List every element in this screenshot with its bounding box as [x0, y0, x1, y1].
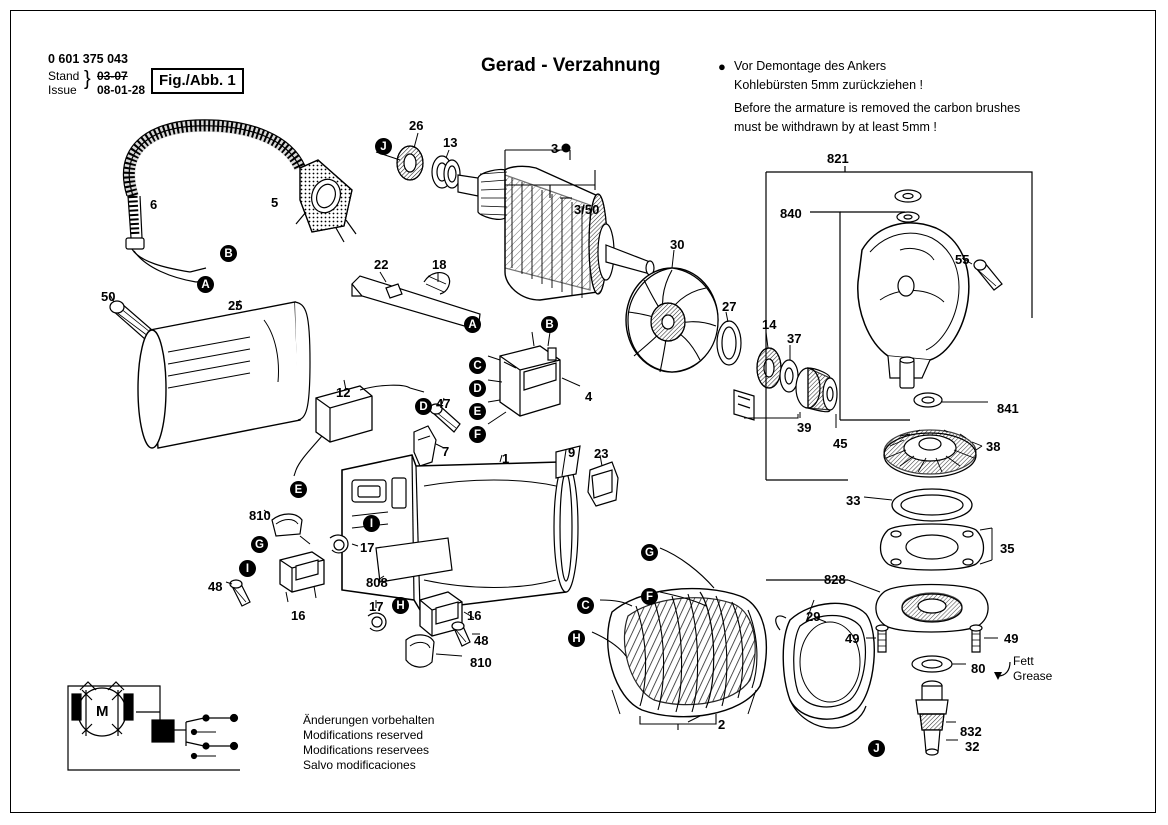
- part-number-828: 828: [824, 572, 846, 587]
- modifications-note-fr: Modifications reservees: [303, 743, 430, 757]
- modifications-note-en: Modifications reserved: [303, 728, 424, 742]
- callout-g: G: [641, 544, 658, 561]
- callout-e: E: [469, 403, 486, 420]
- part-number-810: 810: [470, 655, 492, 670]
- part-number-47: 47: [436, 396, 451, 411]
- part-number-48: 48: [208, 579, 223, 594]
- part-number-16: 16: [467, 608, 482, 623]
- grease-note-en: Grease: [1013, 669, 1053, 683]
- part-number-2: 2: [718, 717, 726, 732]
- part-number-16: 16: [291, 608, 306, 623]
- part-number-35: 35: [1000, 541, 1015, 556]
- callout-d: D: [415, 398, 432, 415]
- page-title: Gerad - Verzahnung: [481, 55, 661, 76]
- part-number-32: 32: [965, 739, 980, 754]
- part-number-4: 4: [585, 389, 593, 404]
- part-number-3-50: 3/50: [574, 202, 600, 217]
- callout-a: A: [464, 316, 481, 333]
- part-number-17: 17: [369, 599, 384, 614]
- part-number-7: 7: [442, 444, 450, 459]
- document-number: 0 601 375 043: [48, 52, 128, 66]
- part-number-821: 821: [827, 151, 849, 166]
- callout-g: G: [251, 536, 268, 553]
- part-number-13: 13: [443, 135, 458, 150]
- brace-decoration: }: [84, 68, 91, 90]
- callout-i: I: [363, 515, 380, 532]
- part-number-45: 45: [833, 436, 848, 451]
- grease-note-de: Fett: [1013, 654, 1034, 668]
- part-number-808: 808: [366, 575, 388, 590]
- part-number-48: 48: [474, 633, 489, 648]
- part-number-55: 55: [955, 252, 970, 267]
- issue-label: Issue: [48, 83, 77, 97]
- part-number-832: 832: [960, 724, 982, 739]
- part-number-9: 9: [568, 445, 576, 460]
- wiring-motor-label: M: [96, 703, 109, 720]
- note-german-line2: Kohlebürsten 5mm zurückziehen !: [734, 78, 923, 92]
- part-number-17: 17: [360, 540, 375, 555]
- part-number-5: 5: [271, 195, 279, 210]
- stand-label: Stand: [48, 69, 80, 83]
- part-number-27: 27: [722, 299, 737, 314]
- callout-j: J: [868, 740, 885, 757]
- part-number-1: 1: [502, 451, 510, 466]
- callout-h: H: [568, 630, 585, 647]
- part-number-6: 6: [150, 197, 158, 212]
- part-number-49: 49: [845, 631, 860, 646]
- part-number-810: 810: [249, 508, 271, 523]
- figure-label-box: Fig./Abb. 1: [151, 68, 244, 94]
- callout-i: I: [239, 560, 256, 577]
- callout-f: F: [469, 426, 486, 443]
- part-number-39: 39: [797, 420, 812, 435]
- callout-c: C: [469, 357, 486, 374]
- part-number-25: 25: [228, 298, 243, 313]
- note-german-line1: Vor Demontage des Ankers: [734, 59, 887, 73]
- part-number-23: 23: [594, 446, 609, 461]
- part-number-38: 38: [986, 439, 1001, 454]
- part-number-50: 50: [101, 289, 116, 304]
- part-number-18: 18: [432, 257, 447, 272]
- part-number-33: 33: [846, 493, 861, 508]
- part-number-841: 841: [997, 401, 1019, 416]
- callout-j: J: [375, 138, 392, 155]
- part-number-22: 22: [374, 257, 389, 272]
- part-number-840: 840: [780, 206, 802, 221]
- modifications-note-es: Salvo modificaciones: [303, 758, 416, 772]
- part-number-37: 37: [787, 331, 802, 346]
- note-bullet-icon: ●: [718, 59, 726, 74]
- note-english-line1: Before the armature is removed the carbon brushes: [734, 101, 1021, 115]
- part-number-14: 14: [762, 317, 777, 332]
- modifications-note-de: Änderungen vorbehalten: [303, 713, 435, 727]
- callout-b: B: [541, 316, 558, 333]
- part-number-3: 3: [551, 141, 559, 156]
- issue-value: 08-01-28: [97, 83, 146, 97]
- part-number-29: 29: [806, 609, 821, 624]
- callout-e: E: [290, 481, 307, 498]
- part-number-26: 26: [409, 118, 424, 133]
- callout-f: F: [641, 588, 658, 605]
- part-number-12: 12: [336, 385, 351, 400]
- part-number-30: 30: [670, 237, 685, 252]
- stand-value: 03-07: [97, 69, 128, 83]
- part-number-49: 49: [1004, 631, 1019, 646]
- callout-c: C: [577, 597, 594, 614]
- callout-h: H: [392, 597, 409, 614]
- callout-a: A: [197, 276, 214, 293]
- callout-b: B: [220, 245, 237, 262]
- callout-d: D: [469, 380, 486, 397]
- note-english-line2: must be withdrawn by at least 5mm !: [734, 120, 937, 134]
- part-number-80: 80: [971, 661, 986, 676]
